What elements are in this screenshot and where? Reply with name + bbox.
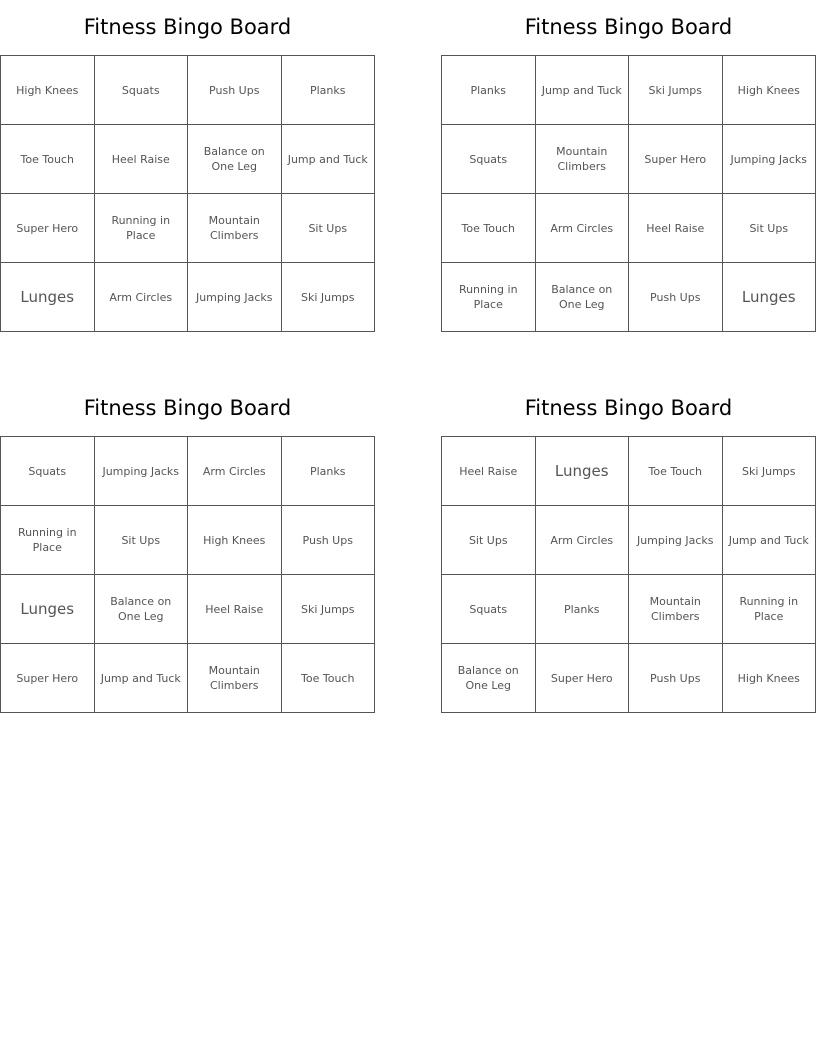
bingo-cell: Super Hero	[629, 125, 723, 194]
bingo-cell: High Knees	[188, 506, 282, 575]
bingo-board-3	[0, 381, 375, 713]
bingo-cell: Jump and Tuck	[535, 56, 629, 125]
bingo-cell: Ski Jumps	[722, 437, 816, 506]
bingo-row	[1, 125, 375, 194]
bingo-row	[442, 437, 816, 506]
bingo-cell: High Knees	[722, 56, 816, 125]
bingo-cell: Toe Touch	[281, 644, 375, 713]
bingo-cell: Lunges	[535, 437, 629, 506]
bingo-cell: Balance on One Leg	[535, 263, 629, 332]
bingo-cell: Push Ups	[629, 263, 723, 332]
bingo-cell: Jump and Tuck	[94, 644, 188, 713]
bingo-cell: Arm Circles	[94, 263, 188, 332]
bingo-cell: Arm Circles	[535, 506, 629, 575]
bingo-grid	[441, 436, 816, 713]
bingo-row	[1, 263, 375, 332]
bingo-row	[1, 506, 375, 575]
bingo-cell: Squats	[442, 125, 536, 194]
bingo-cell: Push Ups	[281, 506, 375, 575]
board-title: Fitness Bingo Board	[83, 396, 292, 420]
bingo-grid	[0, 55, 375, 332]
bingo-cell: Sit Ups	[722, 194, 816, 263]
bingo-cell: Running in Place	[722, 575, 816, 644]
bingo-row	[1, 644, 375, 713]
bingo-cell: Sit Ups	[281, 194, 375, 263]
bingo-cell: Ski Jumps	[281, 263, 375, 332]
bingo-cell: Planks	[442, 56, 536, 125]
bingo-board-1	[0, 0, 375, 332]
bingo-cell: Heel Raise	[442, 437, 536, 506]
bingo-row	[1, 56, 375, 125]
bingo-cell: Toe Touch	[1, 125, 95, 194]
bingo-cell: Jumping Jacks	[629, 506, 723, 575]
bingo-cell: Jumping Jacks	[722, 125, 816, 194]
bingo-cell: Planks	[281, 56, 375, 125]
bingo-cell: High Knees	[722, 644, 816, 713]
bingo-cell: Lunges	[1, 263, 95, 332]
bingo-cell: Lunges	[1, 575, 95, 644]
bingo-cell: Planks	[281, 437, 375, 506]
bingo-row	[1, 437, 375, 506]
bingo-cell: Squats	[94, 56, 188, 125]
bingo-cell: Heel Raise	[188, 575, 282, 644]
bingo-row	[442, 644, 816, 713]
bingo-row	[442, 506, 816, 575]
bingo-board-2	[441, 0, 816, 332]
bingo-cell: Running in Place	[1, 506, 95, 575]
bingo-cell: High Knees	[1, 56, 95, 125]
bingo-row	[442, 56, 816, 125]
bingo-cell: Super Hero	[1, 194, 95, 263]
bingo-cell: Sit Ups	[94, 506, 188, 575]
bingo-cell: Super Hero	[1, 644, 95, 713]
bingo-row	[1, 575, 375, 644]
bingo-grid	[0, 436, 375, 713]
bingo-cell: Ski Jumps	[629, 56, 723, 125]
bingo-cell: Heel Raise	[629, 194, 723, 263]
bingo-grid	[441, 55, 816, 332]
bingo-cell: Balance on One Leg	[442, 644, 536, 713]
bingo-board-4	[441, 381, 816, 713]
bingo-cell: Planks	[535, 575, 629, 644]
bingo-cell: Arm Circles	[188, 437, 282, 506]
bingo-cell: Push Ups	[188, 56, 282, 125]
bingo-row	[442, 263, 816, 332]
bingo-cell: Mountain Climbers	[188, 644, 282, 713]
bingo-cell: Jump and Tuck	[281, 125, 375, 194]
bingo-cell: Arm Circles	[535, 194, 629, 263]
bingo-cell: Mountain Climbers	[629, 575, 723, 644]
board-title: Fitness Bingo Board	[83, 15, 292, 39]
bingo-cell: Heel Raise	[94, 125, 188, 194]
bingo-cell: Balance on One Leg	[188, 125, 282, 194]
bingo-cell: Mountain Climbers	[188, 194, 282, 263]
bingo-cell: Push Ups	[629, 644, 723, 713]
bingo-cell: Super Hero	[535, 644, 629, 713]
board-title: Fitness Bingo Board	[524, 396, 733, 420]
bingo-cell: Jumping Jacks	[94, 437, 188, 506]
bingo-cell: Squats	[1, 437, 95, 506]
bingo-cell: Ski Jumps	[281, 575, 375, 644]
bingo-row	[442, 125, 816, 194]
bingo-cell: Jump and Tuck	[722, 506, 816, 575]
bingo-cell: Balance on One Leg	[94, 575, 188, 644]
bingo-row	[442, 194, 816, 263]
bingo-cell: Running in Place	[94, 194, 188, 263]
bingo-cell: Jumping Jacks	[188, 263, 282, 332]
bingo-cell: Lunges	[722, 263, 816, 332]
bingo-cell: Running in Place	[442, 263, 536, 332]
bingo-row	[442, 575, 816, 644]
bingo-cell: Toe Touch	[629, 437, 723, 506]
bingo-cell: Sit Ups	[442, 506, 536, 575]
bingo-cell: Mountain Climbers	[535, 125, 629, 194]
bingo-cell: Toe Touch	[442, 194, 536, 263]
bingo-cell: Squats	[442, 575, 536, 644]
board-title: Fitness Bingo Board	[524, 15, 733, 39]
bingo-row	[1, 194, 375, 263]
